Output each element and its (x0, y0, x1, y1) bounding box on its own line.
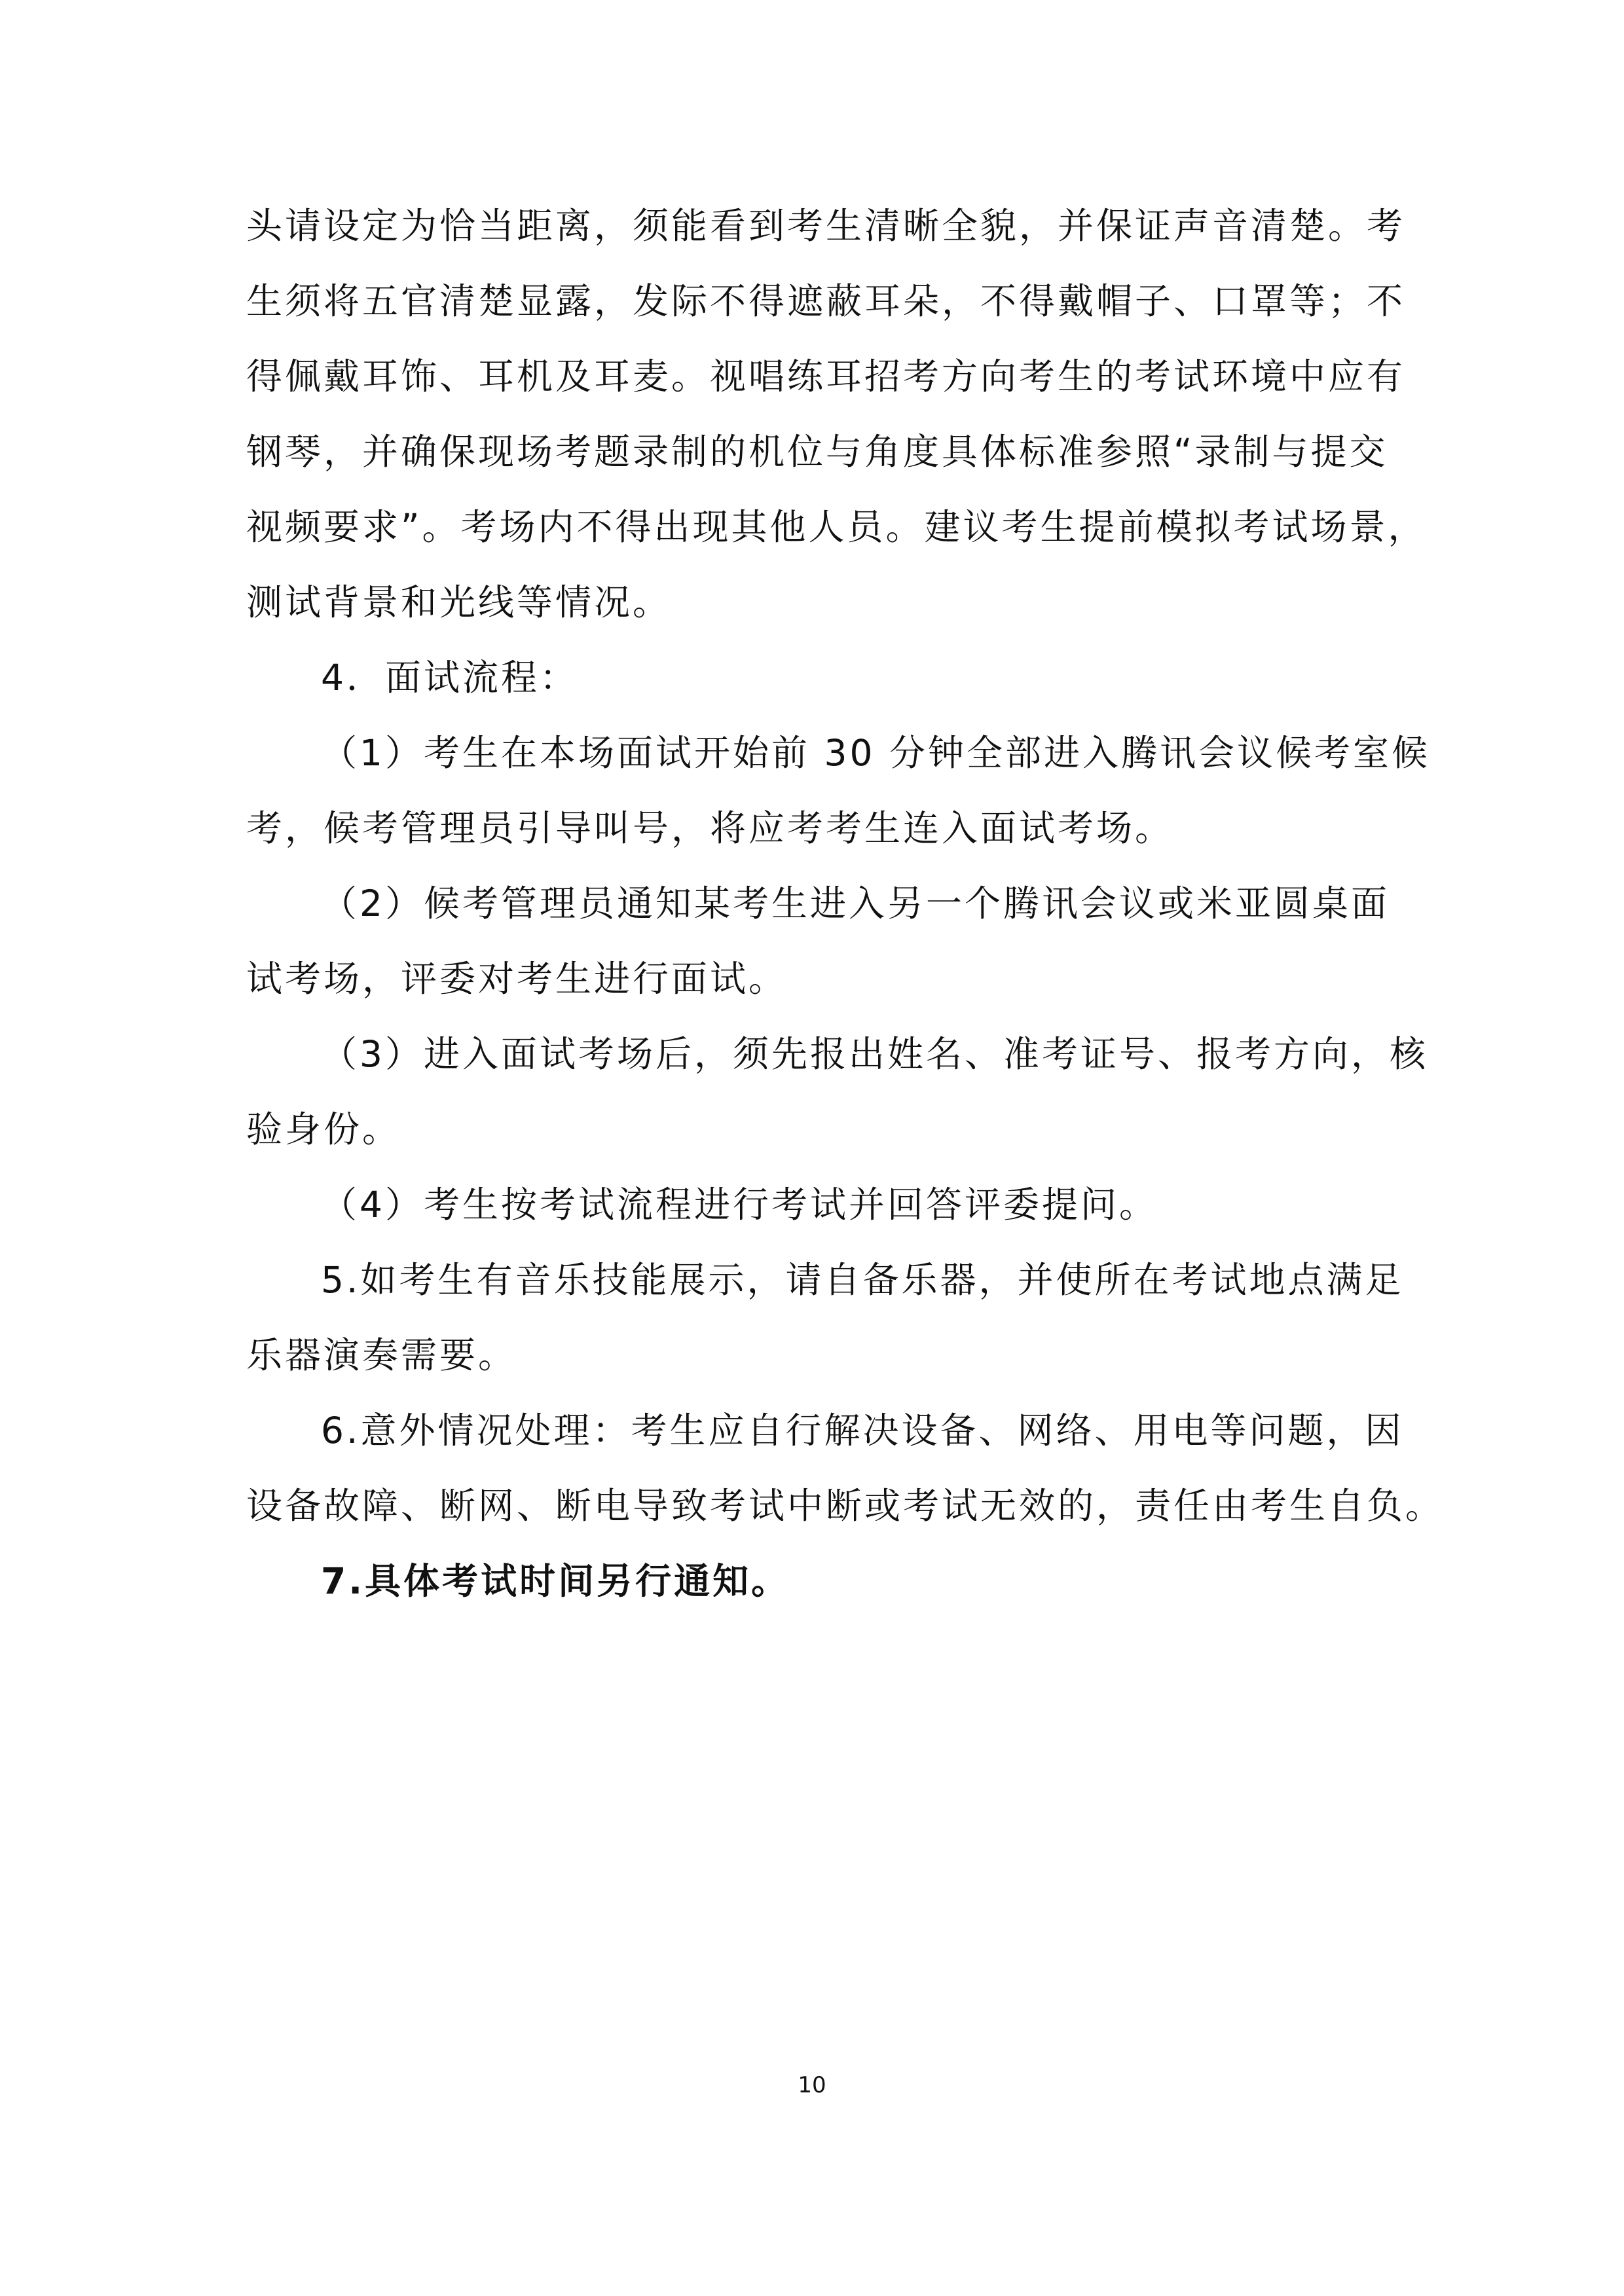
list-item-line: 验身份。 (246, 1108, 401, 1150)
list-item-line: 试考场，评委对考生进行面试。 (246, 958, 788, 1000)
paragraph-line: 钢琴，并确保现场考题录制的机位与角度具体标准参照“录制与提交 (246, 431, 1388, 473)
section-heading-interview-process: 4．面试流程： (321, 657, 578, 699)
page-number: 10 (798, 2072, 826, 2098)
paragraph-line: 乐器演奏需要。 (246, 1334, 517, 1376)
paragraph-line: 测试背景和光线等情况。 (246, 581, 672, 623)
paragraph-line: 5.如考生有音乐技能展示，请自备乐器，并使所在考试地点满足 (321, 1259, 1404, 1301)
paragraph-line: 设备故障、断网、断电导致考试中断或考试无效的，责任由考生自负。 (246, 1485, 1445, 1527)
list-item-line: 考，候考管理员引导叫号，将应考考生连入面试考场。 (246, 807, 1174, 849)
list-item-line: （2）候考管理员通知某考生进入另一个腾讯会议或米亚圆桌面 (321, 883, 1390, 924)
list-item-line: （4）考生按考试流程进行考试并回答评委提问。 (321, 1184, 1158, 1226)
paragraph-line: 得佩戴耳饰、耳机及耳麦。视唱练耳招考方向考生的考试环境中应有 (246, 355, 1406, 397)
list-item-line: （1）考生在本场面试开始前 30 分钟全部进入腾讯会议候考室候 (321, 732, 1430, 774)
paragraph-line: 视频要求”。考场内不得出现其他人员。建议考生提前模拟考试场景， (246, 506, 1427, 548)
paragraph-line: 6.意外情况处理：考生应自行解决设备、网络、用电等问题，因 (321, 1410, 1404, 1451)
paragraph-line: 头请设定为恰当距离，须能看到考生清晰全貌，并保证声音清楚。考 (246, 205, 1406, 247)
list-item-line: （3）进入面试考场后，须先报出姓名、准考证号、报考方向，核 (321, 1033, 1428, 1075)
paragraph-line-bold: 7.具体考试时间另行通知。 (321, 1560, 790, 1602)
paragraph-line: 生须将五官清楚显露，发际不得遮蔽耳朵，不得戴帽子、口罩等；不 (246, 280, 1406, 322)
